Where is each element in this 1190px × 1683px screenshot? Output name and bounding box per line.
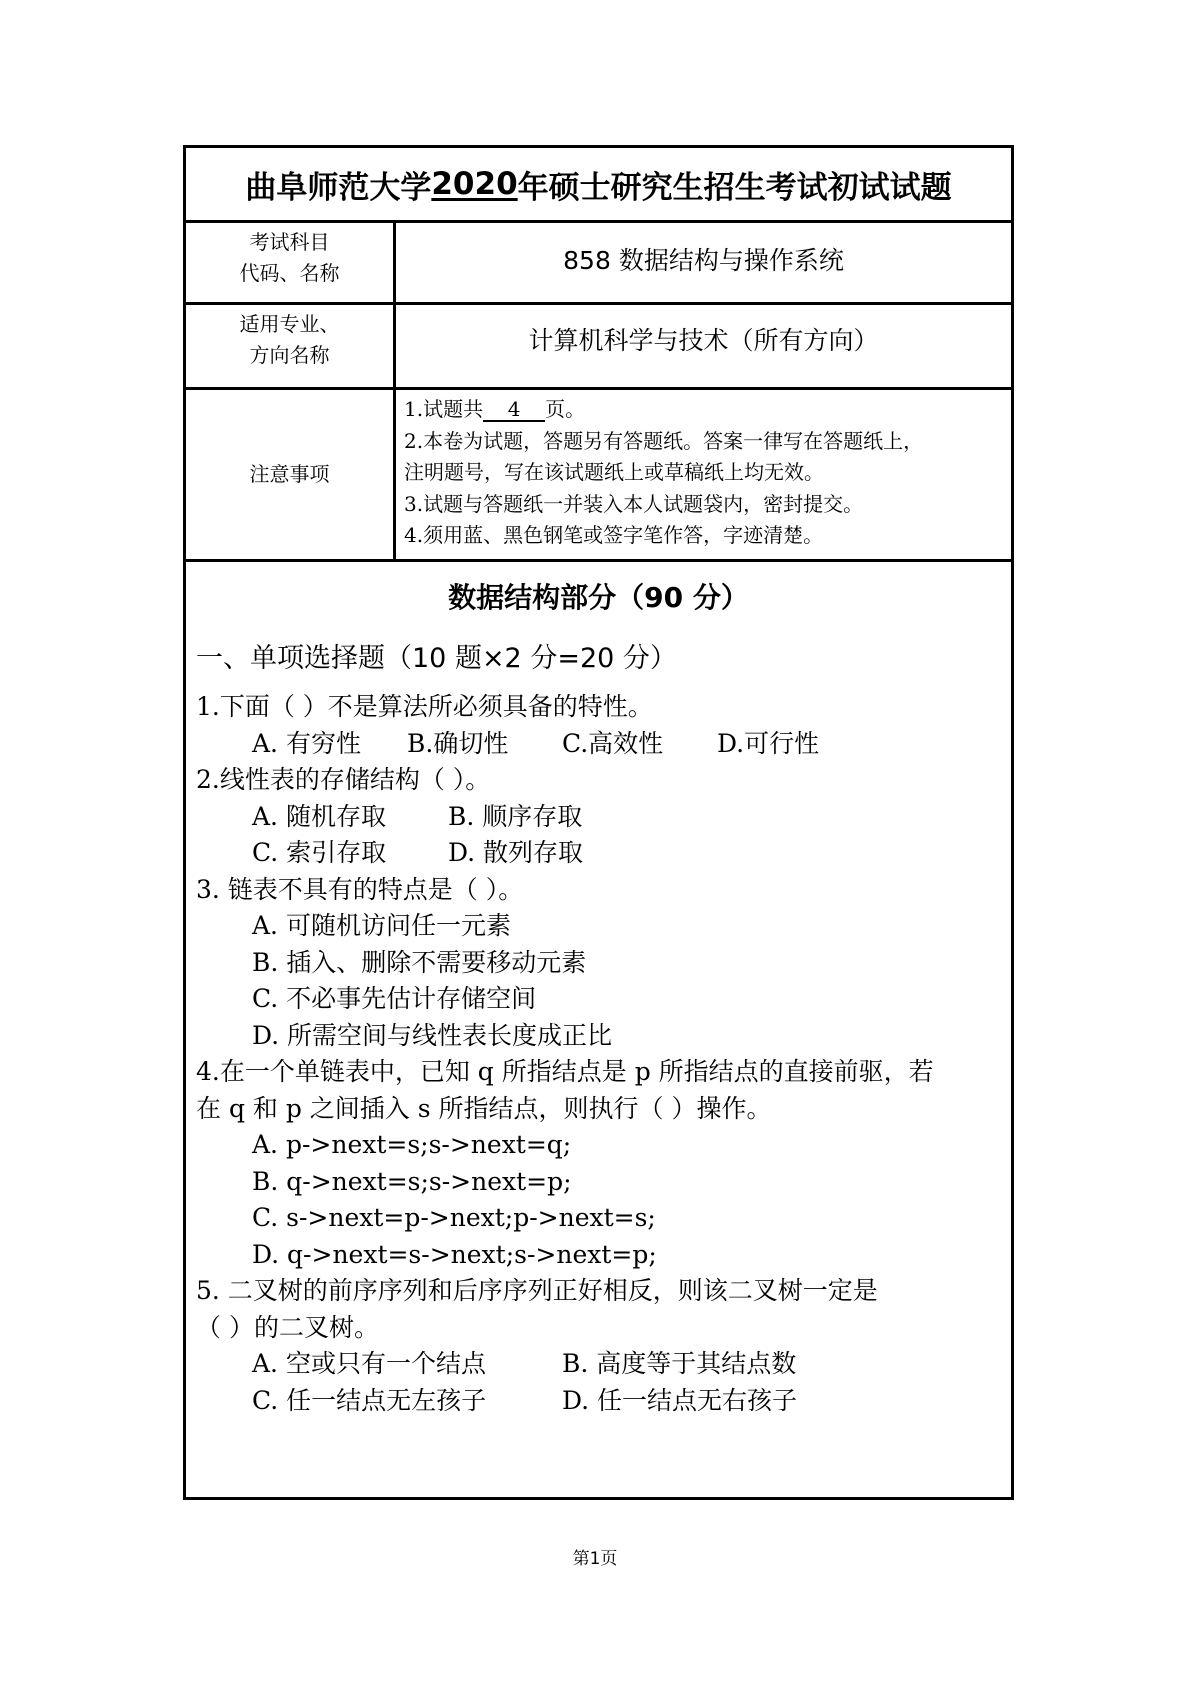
note-2-cont: 注明题号，写在该试题纸上或草稿纸上均无效。 — [404, 460, 824, 484]
page-number: 第1页 — [572, 1549, 618, 1569]
q5-options — [196, 1383, 1005, 1420]
section-title: 数据结构部分（90 分） — [448, 581, 749, 614]
q2-options — [196, 835, 1005, 872]
option: B. 顺序存取 — [448, 801, 583, 831]
option: C. 索引存取 — [252, 838, 387, 867]
option: A. 有穷性 — [252, 728, 361, 758]
major-row — [186, 305, 1011, 390]
option: D. 所需空间与线性表长度成正比 — [252, 1020, 613, 1050]
title-rest: 年硕士研究生招生考试初试试题 — [517, 169, 952, 206]
title-school: 曲阜师范大学 — [245, 169, 432, 206]
part-title: 一、单项选择题（10 题×2 分=20 分） — [196, 643, 677, 674]
option: B.确切性 — [407, 728, 509, 758]
question-5-cont: （ ）的二叉树。 — [196, 1312, 379, 1342]
major-label — [186, 305, 396, 387]
question-4-cont: 在 q 和 p 之间插入 s 所指结点，则执行（ ）操作。 — [196, 1093, 772, 1123]
label-line: 方向名称 — [249, 343, 330, 367]
title-year: 2020 — [431, 166, 518, 202]
note-1 — [404, 394, 923, 426]
question-2: 2.线性表的存储结构（ ）。 — [196, 765, 491, 794]
label-line: 考试科目 — [249, 230, 330, 254]
question-5: 5. 二叉树的前序序列和后序序列正好相反，则该二叉树一定是 — [196, 1276, 878, 1305]
option: B. 高度等于其结点数 — [562, 1349, 797, 1378]
question-1: 1.下面（ ）不是算法所必须具备的特性。 — [196, 692, 653, 721]
page-count: 4 — [483, 398, 545, 422]
subject-row — [186, 223, 1011, 305]
note-2: 2.本卷为试题，答题另有答题纸。答案一律写在答题纸上， — [404, 428, 924, 453]
notes-list — [404, 394, 923, 552]
option: B. q->next=s;s->next=p; — [252, 1166, 572, 1196]
q1-options — [196, 726, 1005, 763]
option: C. s->next=p->next;p->next=s; — [252, 1203, 656, 1232]
option: D. q->next=s->next;s->next=p; — [252, 1239, 657, 1269]
label-line: 代码、名称 — [239, 261, 340, 285]
note-text: 1.试题共 — [404, 397, 484, 421]
exam-table — [183, 145, 1014, 1500]
option: B. 插入、删除不需要移动元素 — [252, 947, 587, 977]
q2-options — [196, 799, 1005, 836]
subject-value: 858 数据结构与操作系统 — [563, 246, 844, 275]
exam-title — [186, 148, 1011, 223]
label-line: 适用专业、 — [239, 312, 340, 336]
note-4: 4.须用蓝、黑色钢笔或签字笔作答，字迹清楚。 — [404, 523, 824, 547]
option: A. 空或只有一个结点 — [252, 1349, 486, 1378]
option: A. p->next=s;s->next=q; — [252, 1130, 572, 1159]
option: D.可行性 — [717, 728, 820, 758]
subject-label — [186, 223, 396, 302]
question-4: 4.在一个单链表中，已知 q 所指结点是 p 所指结点的直接前驱，若 — [196, 1057, 934, 1086]
option: A. 可随机访问任一元素 — [252, 911, 511, 940]
notes-label: 注意事项 — [186, 390, 396, 559]
note-3: 3.试题与答题纸一并装入本人试题袋内，密封提交。 — [404, 491, 864, 516]
option: C. 不必事先估计存储空间 — [252, 984, 537, 1013]
option: C.高效性 — [562, 728, 664, 758]
note-text: 页。 — [545, 397, 586, 421]
questions — [196, 689, 1005, 1419]
option: A. 随机存取 — [252, 801, 386, 831]
option: D. 散列存取 — [448, 838, 584, 867]
option: C. 任一结点无左孩子 — [252, 1385, 487, 1415]
notes-row — [186, 390, 1011, 562]
question-3: 3. 链表不具有的特点是（ ）。 — [196, 874, 524, 904]
option: D. 任一结点无右孩子 — [562, 1385, 798, 1415]
q5-options — [196, 1346, 1005, 1383]
major-value: 计算机科学与技术（所有方向） — [528, 326, 879, 355]
